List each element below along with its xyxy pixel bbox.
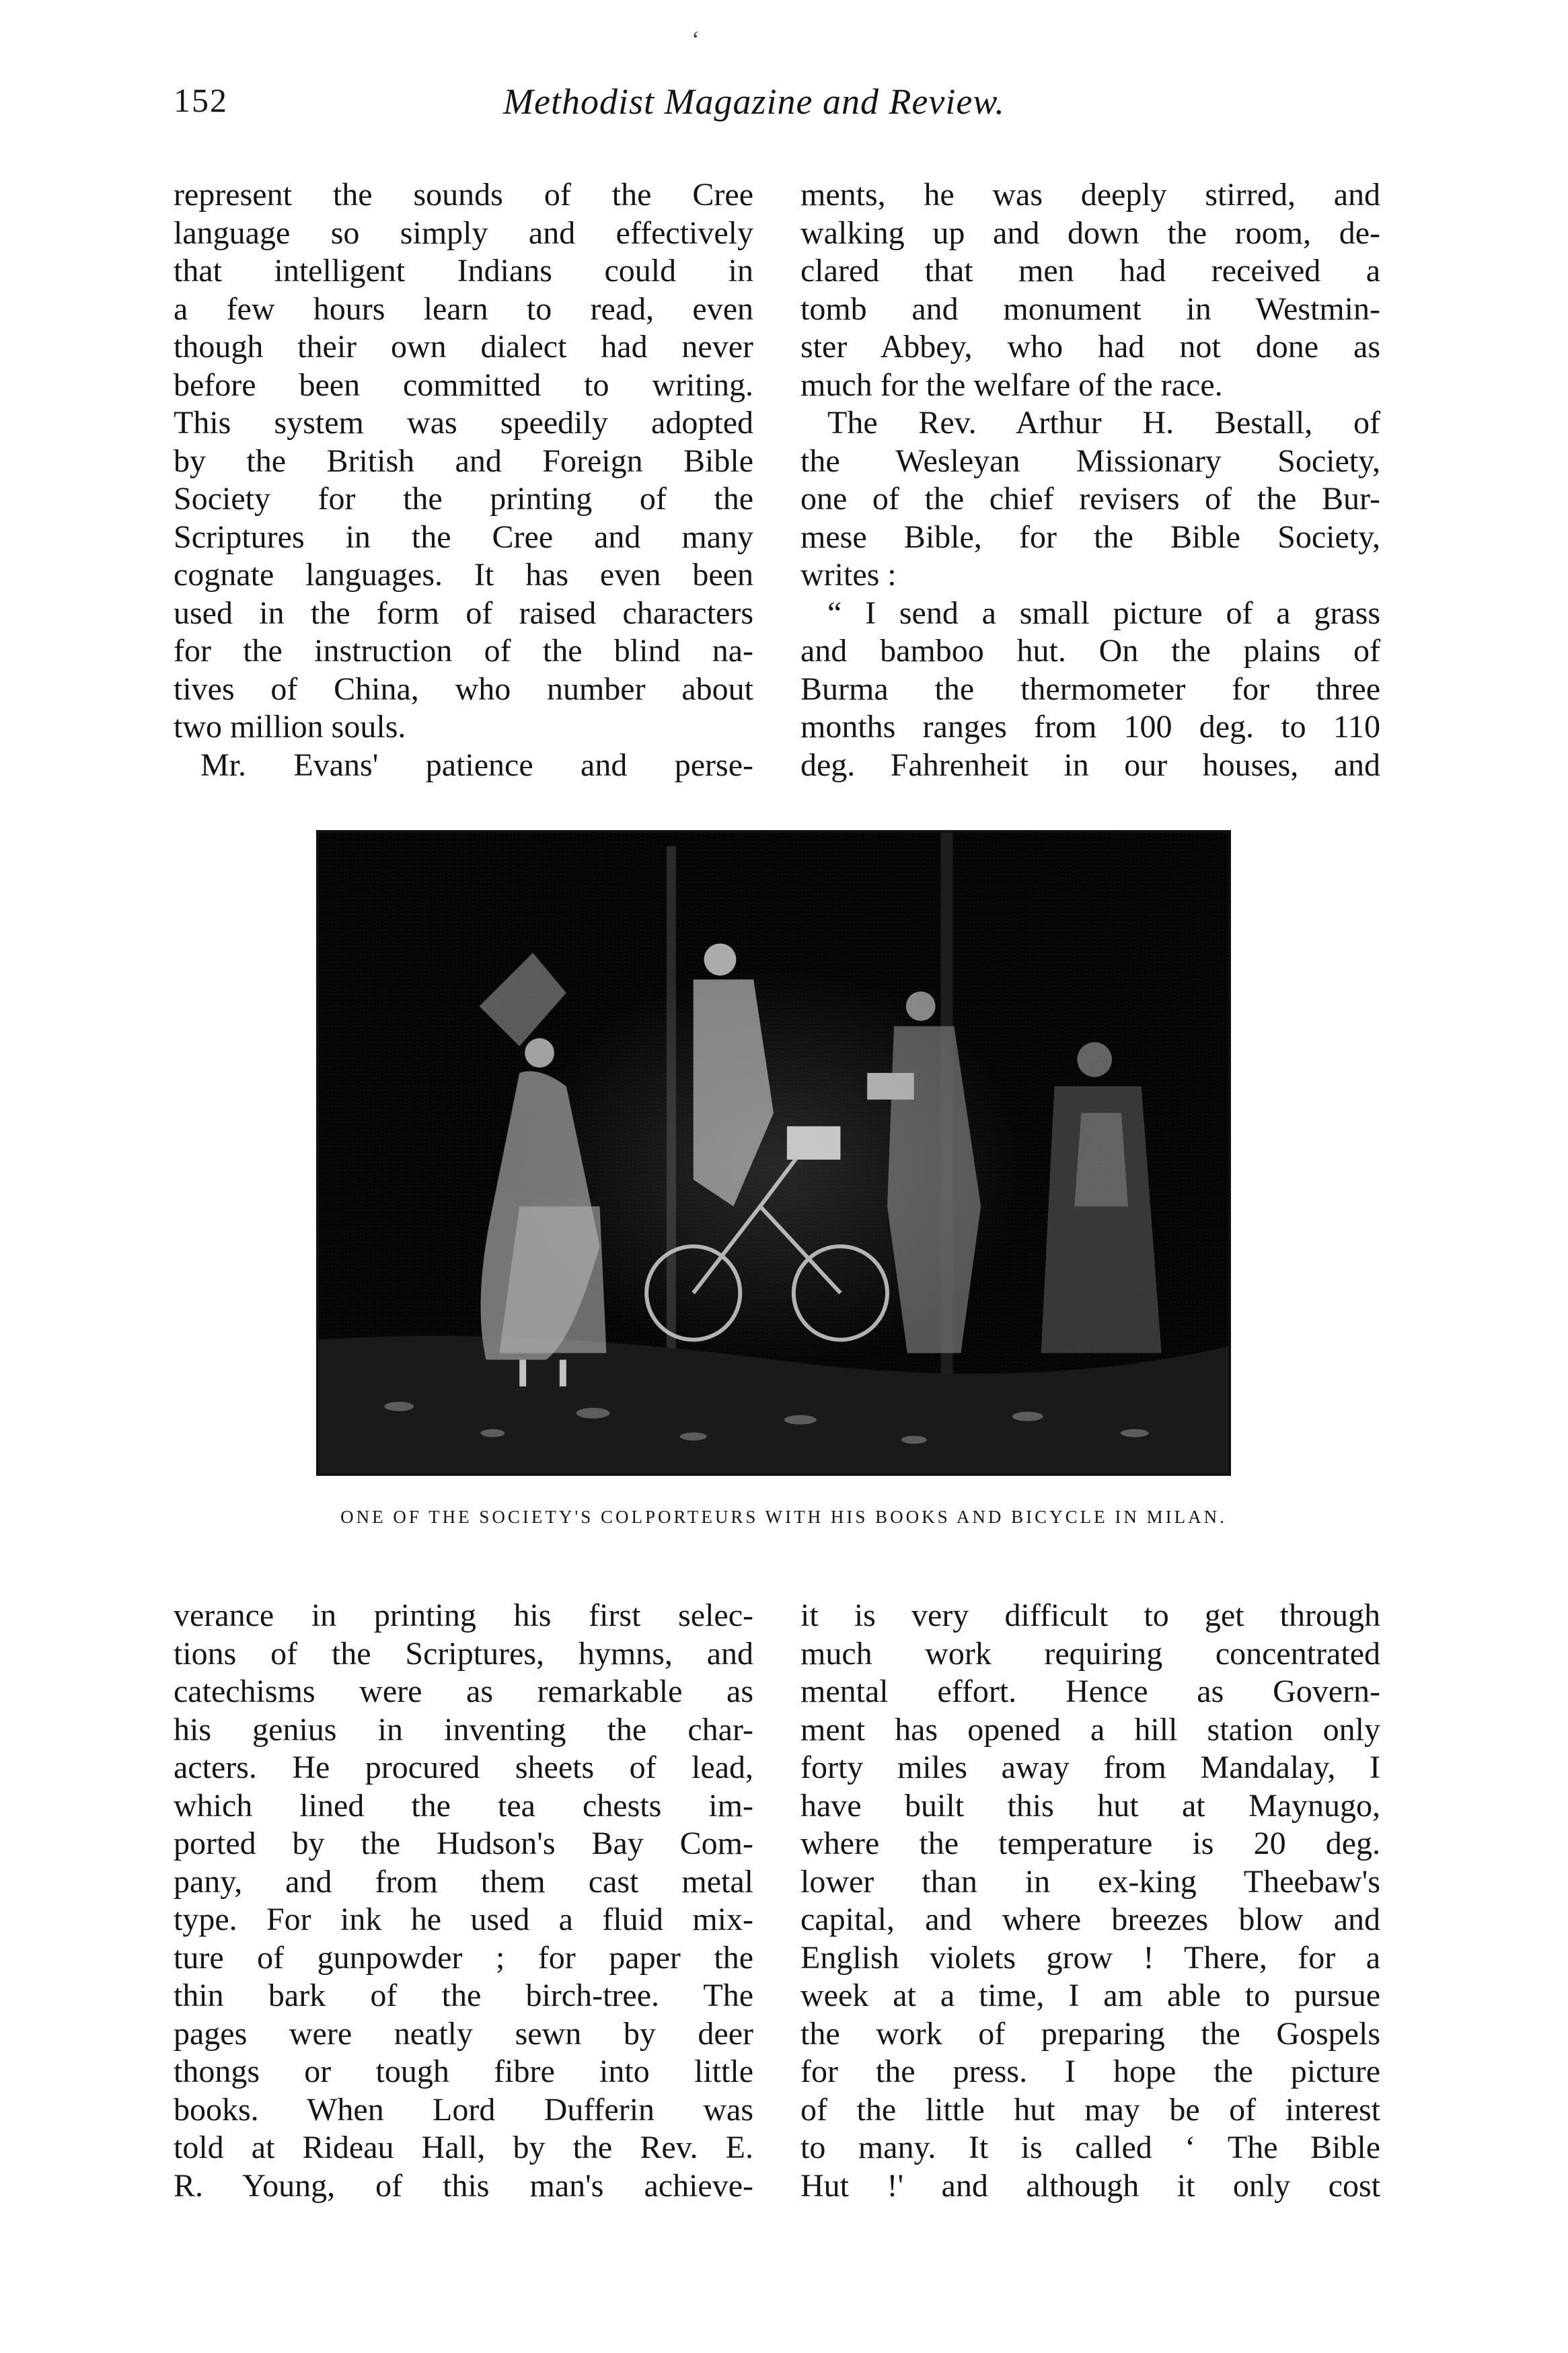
text-line: much for the welfare of the race. [800,367,1223,403]
text-line: acters. He procured sheets of lead, [174,1750,753,1785]
text-line: writes : [800,557,897,593]
column-bottom-right [800,1597,1380,2205]
text-line: have built this hut at Maynugo, [800,1787,1380,1824]
text-line: which lined the tea chests im- [174,1787,753,1824]
text-line: mental effort. Hence as Govern- [800,1674,1380,1709]
text-line: The Rev. Arthur H. Bestall, of [827,405,1380,441]
text-line: capital, and where breezes blow and [800,1902,1380,1937]
text-line: books. When Lord Dufferin was [174,2091,753,2128]
text-line: mese Bible, for the Bible Society, [800,519,1380,555]
text-line: type. For ink he used a fluid mix- [174,1902,753,1937]
text-line: week at a time, I am able to pursue [800,1978,1380,2013]
column-bottom-left [174,1597,753,2205]
text-line: for the instruction of the blind na- [174,633,753,669]
text-line: Burma the thermometer for three [800,671,1380,707]
text-line: and bamboo hut. On the plains of [800,633,1380,669]
text-line: the work of preparing the Gospels [800,2015,1380,2052]
text-line: a few hours learn to read, even [174,291,753,327]
text-line: “ I send a small picture of a grass [827,595,1380,631]
text-line: that intelligent Indians could in [174,253,753,289]
text-line: Mr. Evans' patience and perse- [200,747,753,783]
text-line: the Wesleyan Missionary Society, [800,443,1380,479]
text-line: deg. Fahrenheit in our houses, and [800,747,1380,783]
text-line: much work requiring concentrated [800,1635,1380,1672]
text-line: for the press. I hope the picture [800,2054,1380,2089]
text-line: ported by the Hudson's Bay Com- [174,1826,753,1861]
text-line: represent the sounds of the Cree [174,177,753,213]
text-line: Hut !' and although it only cost [800,2167,1380,2204]
text-line: lower than in ex-king Theebaw's [800,1863,1380,1900]
text-line: language so simply and effectively [174,215,753,251]
page-number: 152 [174,81,228,119]
text-line: thin bark of the birch-tree. The [174,1978,753,2013]
text-line: catechisms were as remarkable as [174,1674,753,1709]
print-speck: ‘ [692,26,700,53]
text-line: where the temperature is 20 deg. [800,1826,1380,1861]
page-header [174,81,1398,141]
text-line: R. Young, of this man's achieve- [174,2167,753,2204]
text-line: ture of gunpowder ; for paper the [174,1939,753,1976]
text-line: though their own dialect had never [174,329,753,365]
text-line: before been committed to writing. [174,367,753,403]
text-line: tions of the Scriptures, hymns, and [174,1635,753,1672]
figure-caption: ONE OF THE SOCIETY'S COLPORTEURS WITH HIS BOOKS AND BICYCLE IN MILAN. [340,1507,1227,1527]
text-line: Society for the printing of the [174,481,753,517]
text-line: ment has opened a hill station only [800,1711,1380,1748]
text-line: used in the form of raised characters [174,595,753,631]
text-line: ster Abbey, who had not done as [800,329,1380,365]
text-line: pany, and from them cast metal [174,1863,753,1900]
text-line: This system was speedily adopted [174,405,753,441]
text-line: told at Rideau Hall, by the Rev. E. [174,2130,753,2165]
text-line: two million souls. [174,709,406,745]
text-line: tives of China, who number about [174,671,753,707]
text-line: his genius in inventing the char- [174,1711,753,1748]
text-line: English violets grow ! There, for a [800,1939,1380,1976]
text-line: one of the chief revisers of the Bur- [800,481,1380,517]
text-line: pages were neatly sewn by deer [174,2015,753,2052]
text-line: cognate languages. It has even been [174,557,753,593]
text-line: walking up and down the room, de- [800,215,1380,251]
text-line: forty miles away from Mandalay, I [800,1750,1380,1785]
text-line: ments, he was deeply stirred, and [800,177,1380,213]
photograph-image [319,833,1228,1473]
text-line: by the British and Foreign Bible [174,443,753,479]
text-line: Scriptures in the Cree and many [174,519,753,555]
running-title: Methodist Magazine and Review. [503,81,1005,122]
text-line: of the little hut may be of interest [800,2091,1380,2128]
text-line: it is very difficult to get through [800,1598,1380,1633]
text-line: months ranges from 100 deg. to 110 [800,709,1380,745]
text-line: verance in printing his first selec- [174,1598,753,1633]
column-top-left [174,176,753,784]
photograph-colporteur-milan [316,830,1231,1476]
text-line: thongs or tough fibre into little [174,2054,753,2089]
text-line: clared that men had received a [800,253,1380,289]
text-line: tomb and monument in Westmin- [800,291,1380,327]
column-top-right [800,176,1380,784]
text-line: to many. It is called ‘ The Bible [800,2130,1380,2165]
